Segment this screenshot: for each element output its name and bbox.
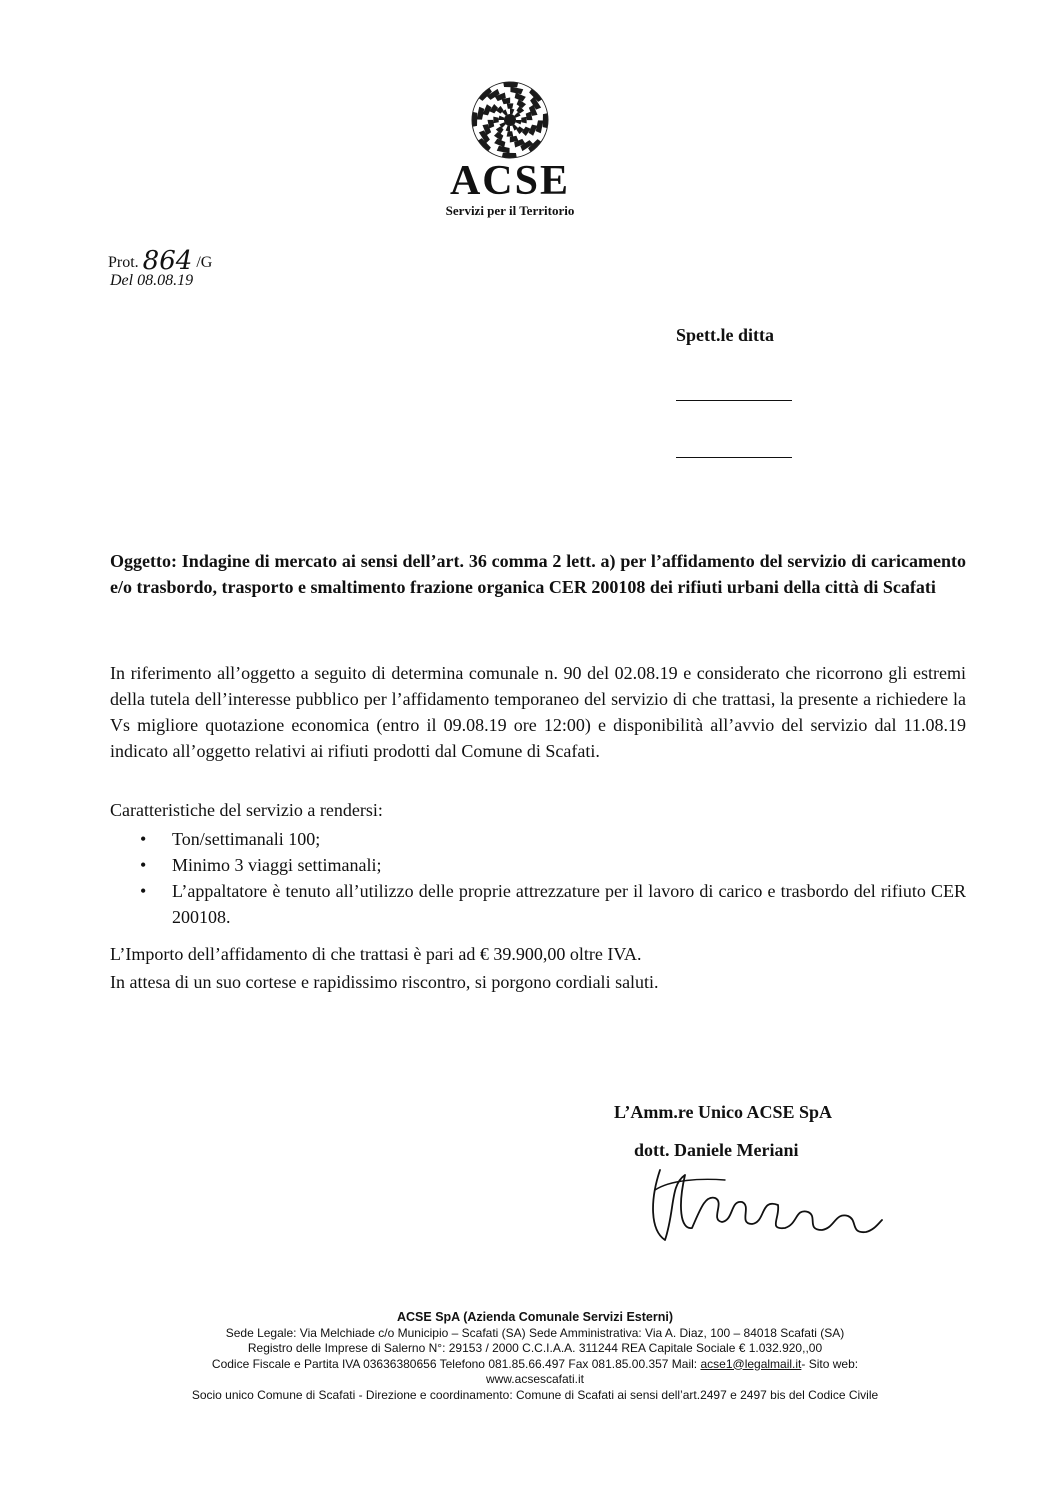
footer-contact-line: [110, 1357, 960, 1373]
amount-line: L’Importo dell’affidamento di che trattasi è pari ad € 39.900,00 oltre IVA.: [110, 944, 642, 964]
protocol-number: 864: [142, 246, 193, 276]
protocol-prefix: Prot.: [108, 254, 139, 271]
bullet-icon: •: [140, 829, 147, 849]
footer-website-label: - Sito web:: [801, 1356, 859, 1371]
footer-registry-line: Registro delle Imprese di Salerno N°: 29153 / 2000 C.C.I.A.A. 311244 REA Capitale Sociale € 1.032.920,,00: [247, 1341, 823, 1355]
signer-role: L’Amm.re Unico ACSE SpA: [614, 1102, 833, 1122]
footer-email-link[interactable]: acse1@legalmail.it: [700, 1356, 802, 1371]
logo-tagline: Servizi per il Territorio: [445, 203, 575, 218]
subject-text: Indagine di mercato ai sensi dell’art. 36 comma 2 lett. a) per l’affidamento del servizio di caricamento e/o trasbordo, trasporto e smaltimento frazione organica CER 200108 dei rifiuti urbani della città di Scafati: [110, 551, 966, 597]
features-list: [110, 826, 966, 930]
subject-label: Oggetto:: [110, 551, 177, 571]
handwritten-signature-icon: [630, 1150, 890, 1250]
footer-website-link[interactable]: www.acsescafati.it: [485, 1372, 585, 1386]
footer-contact-text: Codice Fiscale e Partita IVA 03636380656 Telefono 081.85.66.497 Fax 081.85.00.357 Mail:: [211, 1356, 698, 1371]
acse-logo-icon: [470, 80, 550, 160]
list-item-text: Ton/settimanali 100;: [172, 829, 321, 849]
protocol-line: [108, 244, 212, 274]
features-label: Caratteristiche del servizio a rendersi:: [110, 800, 383, 820]
list-item: [110, 826, 966, 852]
footer-company: ACSE SpA (Azienda Comunale Servizi Esterni): [397, 1310, 673, 1324]
protocol-suffix: /G: [196, 254, 213, 271]
protocol-date: Del 08.08.19: [110, 272, 194, 289]
footer: [110, 1310, 960, 1403]
bullet-icon: •: [140, 881, 147, 901]
footer-address-line: Sede Legale: Via Melchiade c/o Municipio – Scafati (SA) Sede Amministrativa: Via A. Diaz, 100 – 84018 Scafati (SA): [225, 1325, 845, 1340]
list-item-text: Minimo 3 viaggi settimanali;: [172, 855, 382, 875]
body-paragraph: In riferimento all’oggetto a seguito di determina comunale n. 90 del 02.08.19 e considerato che ricorrono gli estremi della tutela dell’interesse pubblico per l’affidamento temporaneo del servizio di che trattasi, la presente a richiedere la Vs migliore quotazione economica (entro il 09.08.19 ore 12:00) e disponibilità all’avvio del servizio dal 11.08.19 indicato all’oggetto relativi ai rifiuti prodotti dal Comune di Scafati.: [110, 663, 966, 761]
subject-block: [110, 548, 966, 600]
footer-ownership-line: Socio unico Comune di Scafati - Direzione e coordinamento: Comune di Scafati ai sensi dell’art.2497 e 2497 bis del Codice Civile: [191, 1387, 879, 1402]
recipient-blank-line: [676, 457, 792, 458]
recipient-blank-line: [676, 400, 792, 401]
list-item: [110, 878, 966, 930]
list-item-text: L’appaltatore è tenuto all’utilizzo delle proprie attrezzature per il lavoro di carico e trasbordo del rifiuto CER 200108.: [172, 881, 966, 927]
bullet-icon: •: [140, 855, 147, 875]
closing-line: In attesa di un suo cortese e rapidissimo riscontro, si porgono cordiali saluti.: [110, 972, 659, 992]
list-item: [110, 852, 966, 878]
recipient-title: Spett.le ditta: [676, 325, 774, 345]
signer-name: dott. Daniele Meriani: [634, 1140, 799, 1160]
logo-name: ACSE: [449, 158, 571, 204]
